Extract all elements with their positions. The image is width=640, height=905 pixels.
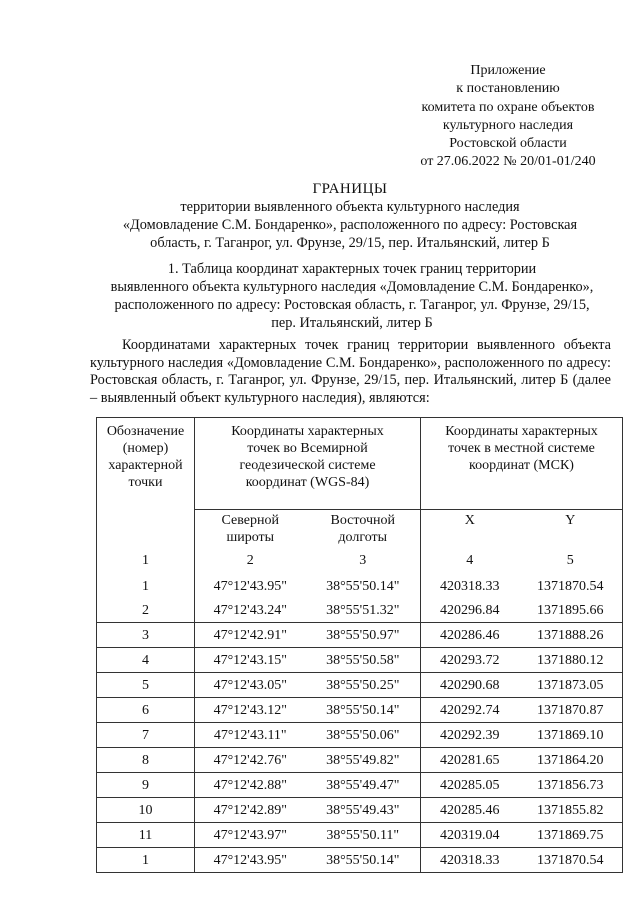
cell-lon: 38°55'49.82" — [306, 748, 421, 773]
cell-lon: 38°55'50.25" — [306, 673, 421, 698]
cell-lon: 38°55'50.11" — [306, 823, 421, 848]
cell-point: 1 — [97, 848, 195, 873]
cell-lat: 47°12'42.91" — [195, 623, 306, 648]
subheader-lon: Восточной долготы — [330, 513, 395, 545]
cell-lon: 38°55'51.32" — [306, 598, 421, 623]
appendix-line: культурного наследия — [442, 117, 574, 133]
cell-y: 1371880.12 — [519, 648, 623, 673]
cell-point: 9 — [97, 773, 195, 798]
cell-lon: 38°55'49.43" — [306, 798, 421, 823]
cell-point: 6 — [97, 698, 195, 723]
header-point: Обозначение (номер) характерной точки — [97, 418, 195, 510]
cell-point: 2 — [97, 598, 195, 623]
cell-lon: 38°55'50.14" — [306, 848, 421, 873]
cell-x: 420319.04 — [421, 823, 519, 848]
cell-lon: 38°55'50.14" — [326, 578, 400, 594]
table-row — [97, 848, 623, 873]
cell-y: 1371888.26 — [519, 623, 623, 648]
cell-y: 1371856.73 — [519, 773, 623, 798]
cell-y: 1371870.87 — [519, 698, 623, 723]
appendix-line: Ростовской области — [449, 136, 567, 152]
cell-x: 420292.39 — [421, 723, 519, 748]
cell-lat: 47°12'43.24" — [195, 598, 306, 623]
header-msk: Координаты характерных точек в местной системе координат (МСК) — [421, 418, 623, 510]
column-number: 2 — [195, 552, 306, 574]
cell-x: 420290.68 — [421, 673, 519, 698]
table-row — [97, 798, 623, 823]
table-row — [97, 623, 623, 648]
cell-x: 420281.65 — [421, 748, 519, 773]
table-row — [97, 648, 623, 673]
table-row — [97, 823, 623, 848]
column-number: 1 — [97, 552, 195, 574]
cell-lon: 38°55'50.06" — [306, 723, 421, 748]
cell-x: 420285.46 — [421, 798, 519, 823]
cell-y: 1371855.82 — [519, 798, 623, 823]
cell-y: 1371870.54 — [519, 574, 623, 598]
cell-x: 420296.84 — [421, 598, 519, 623]
cell-lon: 38°55'50.58" — [306, 648, 421, 673]
table-row — [97, 598, 623, 623]
cell-x: 420285.05 — [421, 773, 519, 798]
cell-x: 420318.33 — [421, 574, 519, 598]
table-caption — [78, 260, 626, 332]
cell-lon: 38°55'50.14" — [306, 698, 421, 723]
cell-lon: 38°55'50.97" — [306, 623, 421, 648]
cell-lat: 47°12'43.05" — [195, 673, 306, 698]
cell-lon: 38°55'49.47" — [306, 773, 421, 798]
heading-line: «Домовладение С.М. Бондаренко», расположенного по адресу: Ростовская — [122, 217, 578, 233]
appendix-line: Приложение — [470, 63, 546, 78]
heading-title: ГРАНИЦЫ — [312, 181, 388, 197]
cell-lat: 47°12'42.88" — [195, 773, 306, 798]
cell-lat: 47°12'42.76" — [195, 748, 306, 773]
cell-point: 5 — [97, 673, 195, 698]
coordinates-table — [96, 417, 623, 873]
cell-point: 11 — [97, 823, 195, 848]
appendix-line: комитета по охране объектов — [421, 99, 595, 115]
cell-lat: 47°12'43.97" — [195, 823, 306, 848]
cell-lat: 47°12'43.15" — [195, 648, 306, 673]
subheader-x: X — [421, 510, 519, 553]
header-wgs: Координаты характерных точек во Всемирной геодезической системе координат (WGS-84) — [195, 418, 421, 510]
cell-x: 420293.72 — [421, 648, 519, 673]
cell-y: 1371873.05 — [519, 673, 623, 698]
cell-lat: 47°12'43.12" — [195, 698, 306, 723]
appendix-block — [390, 62, 626, 172]
intro-paragraph — [90, 337, 611, 407]
cell-y: 1371895.66 — [519, 598, 623, 623]
cell-x: 420318.33 — [421, 848, 519, 873]
document-heading — [60, 180, 640, 252]
appendix-line: к постановлению — [456, 81, 560, 97]
table-row — [97, 748, 623, 773]
cell-point: 3 — [97, 623, 195, 648]
table-row — [97, 698, 623, 723]
cell-y: 1371869.10 — [519, 723, 623, 748]
cell-lat: 47°12'43.11" — [195, 723, 306, 748]
cell-lat: 47°12'43.95" — [195, 848, 306, 873]
appendix-line: от 27.06.2022 № 20/01-01/240 — [420, 154, 596, 170]
caption-line: пер. Итальянский, литер Б — [271, 315, 433, 331]
column-number: 4 — [421, 552, 519, 574]
caption-line: расположенного по адресу: Ростовская область, г. Таганрог, ул. Фрунзе, 29/15, — [114, 297, 590, 313]
caption-line: выявленного объекта культурного наследия «Домовладение С.М. Бондаренко», — [110, 279, 594, 295]
subheader-lat: Северной широты — [195, 510, 306, 553]
heading-line: территории выявленного объекта культурного наследия — [180, 199, 520, 215]
cell-point: 10 — [97, 798, 195, 823]
caption-line: 1. Таблица координат характерных точек границ территории — [167, 261, 537, 277]
cell-lat: 47°12'43.95" — [195, 574, 306, 598]
cell-y: 1371869.75 — [519, 823, 623, 848]
table-row — [97, 723, 623, 748]
column-number: 3 — [359, 553, 367, 568]
column-number: 5 — [519, 552, 623, 574]
cell-point: 1 — [97, 574, 195, 598]
subheader-y: Y — [519, 510, 623, 553]
heading-line: область, г. Таганрог, ул. Фрунзе, 29/15, пер. Итальянский, литер Б — [150, 235, 550, 251]
cell-y: 1371870.54 — [519, 848, 623, 873]
table-row — [97, 574, 623, 598]
cell-point: 4 — [97, 648, 195, 673]
cell-lat: 47°12'42.89" — [195, 798, 306, 823]
table-body — [97, 574, 623, 873]
table-row — [97, 673, 623, 698]
cell-y: 1371864.20 — [519, 748, 623, 773]
intro-text: Координатами характерных точек границ территории выявленного объекта культурного наследия «Домовладение С.М. Бондаренко», расположенного по адресу: Ростовская область, г. Таганрог, ул. Фрунзе, 29/15, пер. Итальянский, литер Б (далее – выявленный объект культурного наследия), являются: — [90, 337, 611, 406]
cell-x: 420286.46 — [421, 623, 519, 648]
table-row — [97, 773, 623, 798]
cell-point: 8 — [97, 748, 195, 773]
cell-point: 7 — [97, 723, 195, 748]
cell-x: 420292.74 — [421, 698, 519, 723]
